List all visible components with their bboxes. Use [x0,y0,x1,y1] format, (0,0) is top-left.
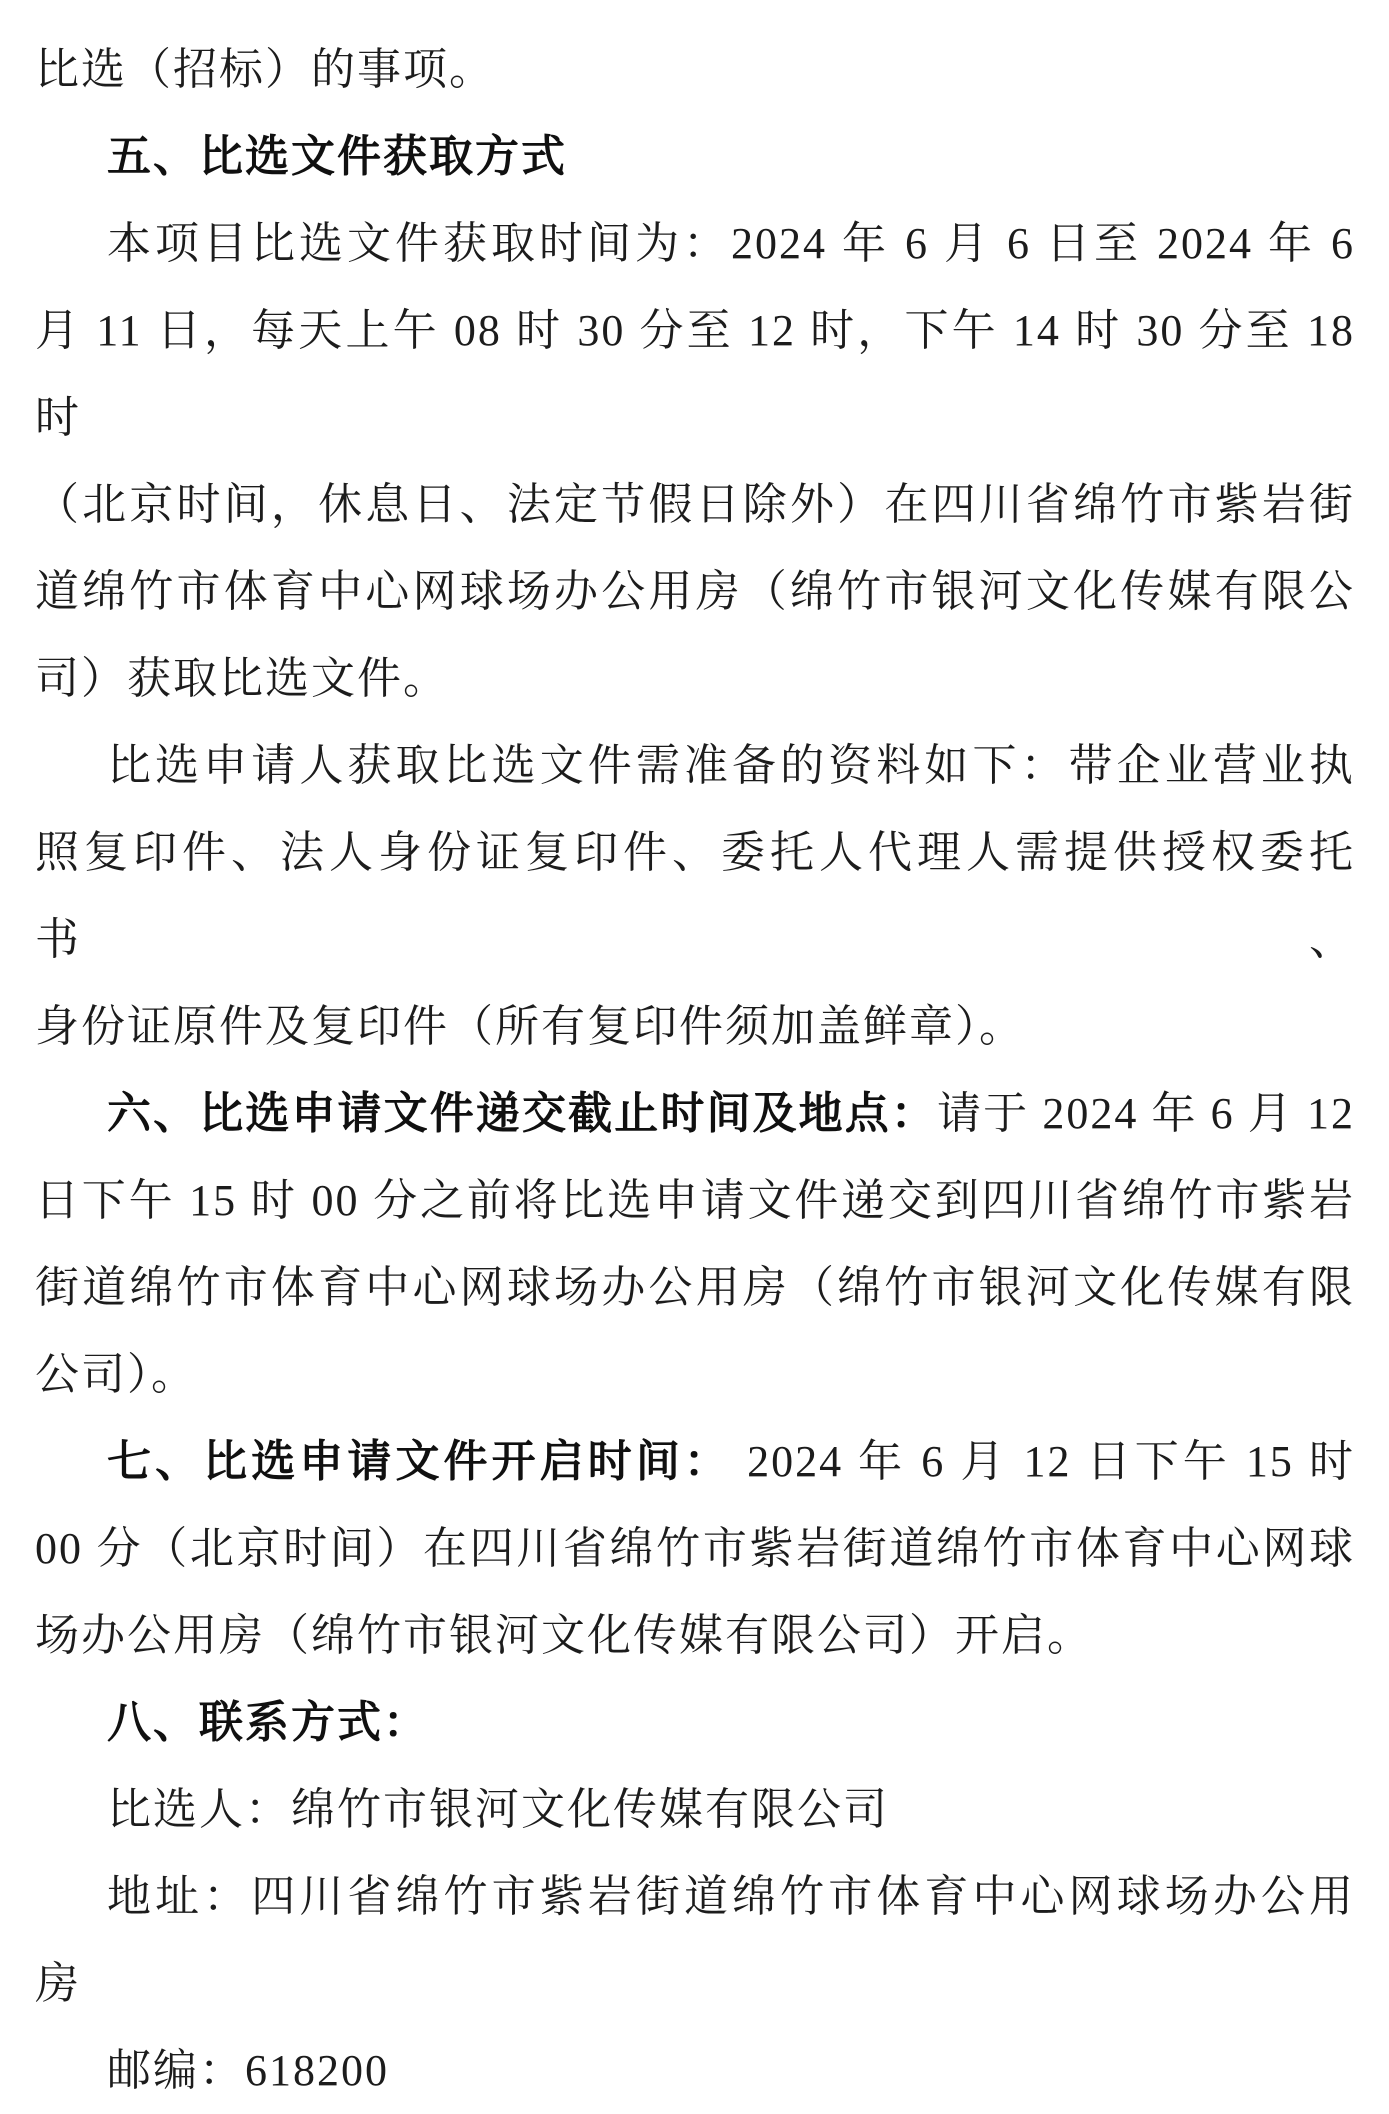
text-segment: 邮编：618200 [107,2046,389,2095]
text-line [35,635,1355,722]
text-segment: （北京时间，休息日、法定节假日除外）在四川省绵竹市紫岩街 [35,480,1355,529]
text-line [35,1592,1355,1679]
text-line [35,200,1355,287]
text-segment: 司）获取比选文件。 [35,654,449,703]
section-heading-segment: 八、联系方式： [107,1698,429,1747]
text-line [35,983,1355,1070]
text-segment: 照复印件、法人身份证复印件、委托人代理人需提供授权委托书、 [35,828,1355,964]
text-segment: 地址：四川省绵竹市紫岩街道绵竹市体育中心网球场办公用 [107,1872,1355,1921]
text-segment: 身份证原件及复印件（所有复印件须加盖鲜章）。 [35,1002,1025,1051]
text-segment: 月 11 日，每天上午 08 时 30 分至 12 时，下午 14 时 30 分至 18 时 [35,306,1368,442]
text-line [35,113,1355,200]
text-segment: 公司）。 [35,1350,197,1399]
document-body [35,26,1368,2114]
text-line [35,722,1355,809]
text-line [35,287,1368,461]
text-segment: 比选（招标）的事项。 [35,45,495,94]
text-segment: 日下午 15 时 00 分之前将比选申请文件递交到四川省绵竹市紫岩 [35,1176,1355,1225]
section-heading-segment: 七、比选申请文件开启时间： [107,1437,732,1486]
text-line [35,1853,1355,1940]
text-segment: 请于 2024 年 6 月 12 [937,1089,1355,1138]
text-line [35,1418,1355,1505]
text-segment: 房 [35,1959,81,2008]
section-heading-segment: 六、比选申请文件递交截止时间及地点： [107,1089,937,1138]
text-line [35,461,1355,548]
text-line [35,1331,1355,1418]
text-segment: 道绵竹市体育中心网球场办公用房（绵竹市银河文化传媒有限公 [35,567,1355,616]
text-line [35,548,1355,635]
text-line [35,809,1355,983]
text-line [35,1679,1355,1766]
text-line [35,26,1355,113]
text-line [35,1940,1355,2027]
text-segment: 2024 年 6 月 12 日下午 15 时 [732,1437,1355,1486]
text-line [35,1505,1355,1592]
text-line [35,1766,1355,1853]
text-line [35,1244,1355,1331]
section-heading-segment: 五、比选文件获取方式 [107,132,567,181]
text-segment: 场办公用房（绵竹市银河文化传媒有限公司）开启。 [35,1611,1093,1660]
text-line [35,2027,1355,2114]
text-segment: 本项目比选文件获取时间为：2024 年 6 月 6 日至 2024 年 6 [107,219,1355,268]
text-segment: 街道绵竹市体育中心网球场办公用房（绵竹市银河文化传媒有限 [35,1263,1355,1312]
text-line [35,1157,1355,1244]
text-segment: 00 分（北京时间）在四川省绵竹市紫岩街道绵竹市体育中心网球 [35,1524,1355,1573]
text-segment: 比选申请人获取比选文件需准备的资料如下：带企业营业执 [107,741,1355,790]
text-line [35,1070,1355,1157]
text-segment: 比选人：绵竹市银河文化传媒有限公司 [107,1785,889,1834]
